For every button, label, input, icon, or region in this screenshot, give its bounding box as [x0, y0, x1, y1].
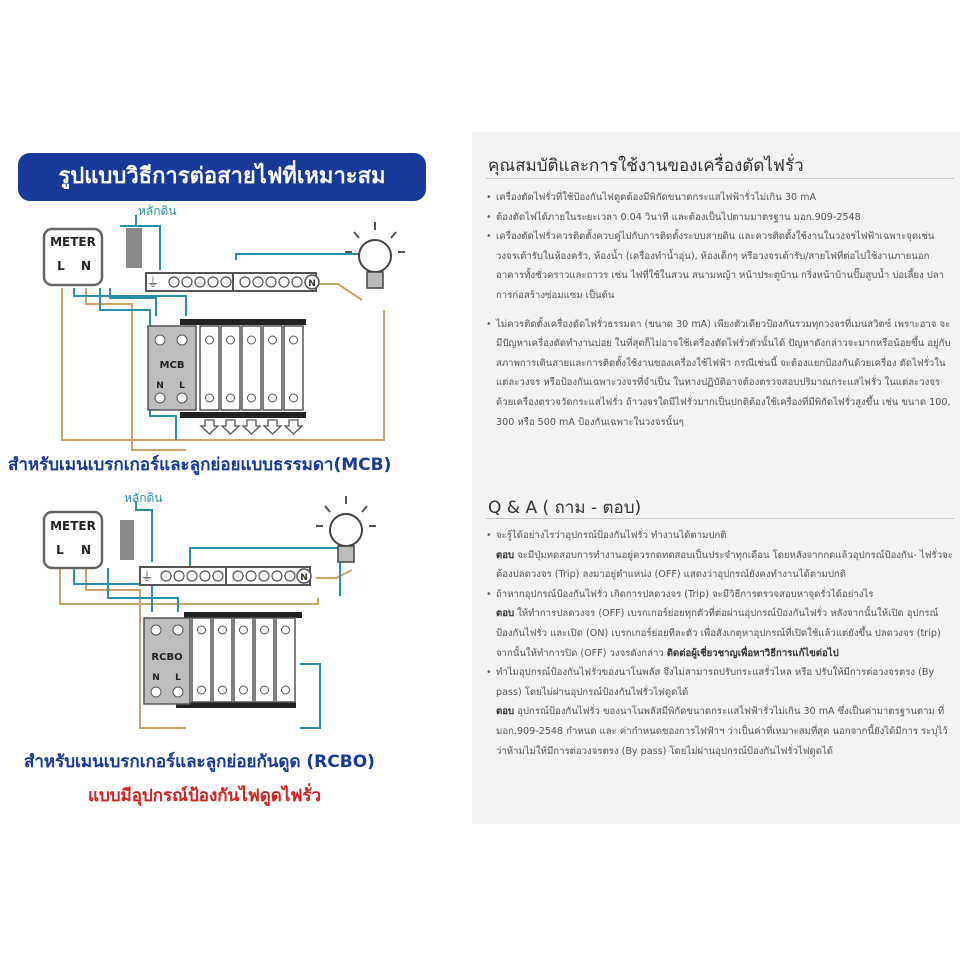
- feature-item: • ไม่ควรติดตั้งเครื่องตัดไฟรั่วธรรมดา (ขนาด 30 mA) เพียงตัวเดียวป้องกันรวมทุกวงจรที่เมนสวิตซ์ เพราะอาจ จะมีปัญหาเครื่องตัดทำงานบ่อย ในที่สุดก็ไม่อาจใช้เครื่องตัดไฟรั่วตัวนั้นได้ ปัญหาดังกล่าวจะมากหรือน้อยขึ้น อยู่กับสภาพการเดินสายและการติดตั้งใช้งานของเครื่องใช้ไฟฟ้า กรณีเช่นนี้ จะต้องแยกป้องกันด้วยเครื่อง ตัดไฟรั่วในแต่ละวงจร หรือป้องกันเฉพาะวงจรที่จำเป็น ในทางปฏิบัติอาจต้องตรวจสอบปริมาณกระแสไฟรั่ว ในแต่ละวงจรด้วยเครื่องตรวจวัดกระแสไฟรั่ว ถ้าวงจรใดมีไฟรั่วมากเป็นปกติต้องใช้เครื่องที่มีพิกัดไฟรั่วสูงขึ้น เช่น ขนาด 100, 300 หรือ 500 mA ป้องกันเฉพาะในวงจรนั้นๆ: [484, 315, 954, 433]
- breaker-label: RCBO: [151, 652, 183, 663]
- banner-title: รูปแบบวิธีการต่อสายไฟที่เหมาะสม: [18, 153, 426, 201]
- meter-l-label: L: [56, 543, 64, 557]
- meter-box: [44, 512, 102, 568]
- section1-divider: [486, 178, 954, 179]
- feature-item: • เครื่องตัดไฟรั่วที่ใช้ป้องกันไฟดูดต้องมีพิกัดขนาดกระแสไฟฟ้ารั่วไม่เกิน 30 mA: [484, 188, 954, 208]
- lamp-neutral-wire: [314, 284, 362, 300]
- section2-title: Q & A ( ถาม - ตอบ): [488, 498, 642, 518]
- answer-label: ตอบ: [496, 706, 515, 718]
- diagram-mcb: [0, 195, 470, 455]
- left-panel: [0, 0, 470, 960]
- question: • ถ้าหากอุปกรณ์ป้องกันไฟรั่ว เกิดการปลดวงจร (Trip) จะมีวิธีการตรวจสอบหาจุดรั่วได้อย่างไร: [484, 585, 954, 605]
- answer-text: จะมีปุ่มทดสอบการทำงานอยู่ควรกดทดสอบเป็นประจำทุกเดือน โดยหลังจากกดแล้วอุปกรณ์ป้องกัน- ไฟรั่วจะต้องปลดวงจร (Trip) ลงมาอยู่ตำแหน่ง (OFF) แสดงว่าอุปกรณ์ยังคงทำงานได้ตามปกติ: [496, 549, 953, 581]
- section1-list: [484, 188, 954, 432]
- diagram-rcbo: [0, 480, 470, 740]
- breaker-l-label: L: [175, 673, 181, 683]
- terminal-bar: [140, 567, 311, 585]
- answer: [484, 702, 954, 761]
- ground-label: หลักดิน: [138, 204, 177, 218]
- lamp-icon: [316, 496, 376, 562]
- feature-item: • เครื่องตัดไฟรั่วควรติดตั้งควบคู่ไปกับการติดตั้งระบบสายดิน และควรติดตั้งใช้งานในวงจรไฟฟ้าเฉพาะจุดเช่น วงจรเต้ารับในห้องครัว, ห้องน้ำ (เครื่องทำน้ำอุ่น), ห้องเด็กๆ หรือวงจรเต้ารับ/สายไฟที่ต่อไปใช้งานภายนอก อาคารทั้งชั่วคราวและถาวร เช่น ไฟที่ใช้ในสวน สนามหญ้า หน้าประตูบ้าน กริ่งหน้าบ้านปั๊มสูบน้ำ บ่อเลี้ยง ปลา การก่อสร้างซ่อมแซม เป็นต้น: [484, 227, 954, 305]
- question: • ทำไมอุปกรณ์ป้องกันไฟรั่วของนาโนพลัส จึงไม่สามารถปรับกระแสรั่วไหล หรือ ปรับให้มีการต่อวงจรตรง (By pass) โดยไม่ผ่านอุปกรณ์ป้องกันไฟรั่วไฟดูดได้: [484, 663, 954, 702]
- earth-symbol: ⏚: [140, 570, 154, 585]
- ground-rod: [120, 520, 134, 560]
- line-wire: [74, 288, 186, 316]
- earth-symbol: ⏚: [146, 276, 160, 291]
- neutral-symbol: N: [300, 573, 308, 583]
- ground-label: หลักดิน: [124, 491, 163, 505]
- terminal-bar: [146, 273, 319, 291]
- meter-l-label: L: [57, 259, 65, 273]
- answer: [484, 546, 954, 585]
- meter-box: [44, 229, 102, 285]
- output-arrows: [201, 420, 302, 434]
- feature-item: • ต้องตัดไฟได้ภายในระยะเวลา 0.04 วินาที และต้องเป็นไปตามมาตรฐาน มอก.909-2548: [484, 208, 954, 228]
- answer-emphasis: ติดต่อผู้เชี่ยวชาญเพื่อหาวิธีการแก้ไขต่อไป: [666, 647, 839, 659]
- breaker-label: MCB: [159, 360, 185, 371]
- meter-label: METER: [50, 519, 96, 533]
- caption-rcbo-sub: แบบมีอุปกรณ์ป้องกันไฟดูดไฟรั่ว: [88, 786, 322, 806]
- section1-title: คุณสมบัติและการใช้งานของเครื่องตัดไฟรั่ว: [488, 156, 804, 176]
- breaker-n-label: N: [152, 673, 160, 683]
- out-wire: [300, 664, 320, 728]
- meter-label: METER: [50, 235, 96, 249]
- lamp-neutral-wire: [316, 570, 352, 578]
- caption-rcbo: สำหรับเมนเบรกเกอร์และลูกย่อยกันดูด (RCBO): [24, 752, 375, 772]
- meter-n-label: N: [80, 543, 92, 557]
- lamp-line-wire: [190, 548, 350, 568]
- question: • จะรู้ได้อย่างไรว่าอุปกรณ์ป้องกันไฟรั่ว ทำงานได้ตามปกติ: [484, 526, 954, 546]
- answer-label: ตอบ: [496, 549, 515, 561]
- answer-text: ให้ทำการปลดวงจร (OFF) เบรกเกอร์ย่อยทุกตัวที่ต่อผ่านอุปกรณ์ป้องกันไฟรั่ว หลังจากนั้นให้เปิด อุปกรณ์ป้องกันไฟรั่ว และเปิด (ON) เบรกเกอร์ย่อยทีละตัว เพื่อสังเกตุหาอุปกรณ์ที่เปิดใช้แล้วแต่ยังขึ้น ปลดวงจร (trip) จากนั้นให้ทำการปิด (OFF) วงจรดังกล่าว: [496, 608, 941, 659]
- meter-n-label: N: [80, 259, 92, 273]
- answer-label: ตอบ: [496, 608, 515, 620]
- section2-divider: [486, 518, 954, 519]
- ground-rod: [126, 228, 142, 268]
- caption-mcb: สำหรับเมนเบรกเกอร์และลูกย่อยแบบธรรมดา(MCB): [8, 455, 392, 475]
- breaker-assembly: [144, 612, 302, 708]
- answer-text: อุปกรณ์ป้องกันไฟรั่ว ของนาโนพลัสมีพิกัดขนาดกระแสไฟฟ้ารั่วไม่เกิน 30 mA ซึ่งเป็นค่ามาตรฐานตาม ที่ มอก.909-2548 กำหนด และ ค่ากำหนดของการไฟฟ้าฯ ว่าเป็นค่าที่เหมาะสมที่สุด นอกจากนี้ยังได้มีการ ระบุไว้ว่าห้ามไม่ให้มีการต่อวงจรตรง (By pass) โดยไม่ผ่านอุปกรณ์ป้องกันไฟรั่วไฟดูดได้: [496, 706, 948, 757]
- qa-list: [484, 526, 954, 761]
- breaker-n-label: N: [156, 381, 164, 391]
- neutral-symbol: N: [308, 279, 316, 289]
- answer: [484, 604, 954, 663]
- breaker-l-label: L: [179, 381, 185, 391]
- ground-wire: [136, 501, 152, 562]
